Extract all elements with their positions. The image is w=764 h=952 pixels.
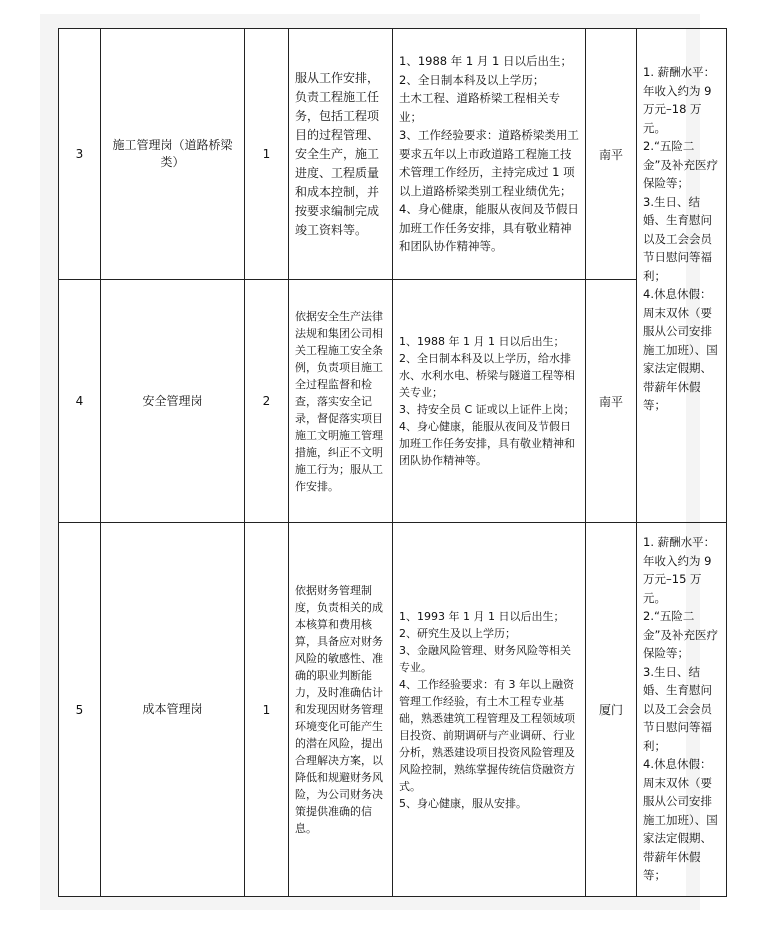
headcount: 2 [245, 280, 289, 523]
benefit-item: 4.休息休假：周末双休（要服从公司安排施工加班）、国家法定假期、带薪年休假等； [643, 757, 718, 882]
work-location: 厦门 [586, 523, 637, 897]
job-table [58, 28, 727, 897]
requirement-item: 土木工程、道路桥梁工程相关专业； [399, 91, 560, 124]
requirement-item: 4、工作经验要求：有 3 年以上融资管理工作经验，有土木工程专业基础，熟悉建筑工程管理及工程领域项目投资、前期调研与产业调研、行业分析，熟悉建设项目投资风险管理及风险控制，熟练掌握传统信贷融资方式。 [399, 677, 575, 793]
benefit-item: 1. 薪酬水平： [643, 535, 716, 549]
requirement-item: 3、工作经验要求：道路桥梁类用工要求五年以上市政道路工程施工技术管理工作经历，主持完成过 1 项以上道路桥梁类别工程业绩优先； [399, 128, 579, 198]
benefits-cell [637, 29, 727, 523]
benefit-item: 2.“五险二金”及补充医疗保险等； [643, 139, 718, 190]
headcount: 1 [245, 29, 289, 280]
benefit-item: 1. 薪酬水平： [643, 65, 716, 79]
benefit-item: 3.生日、结婚、生育慰问以及工会会员节日慰问等福利； [643, 664, 712, 753]
table-row [59, 523, 727, 897]
work-location: 南平 [586, 29, 637, 280]
requirement-item: 2、全日制本科及以上学历； [399, 72, 545, 87]
requirement-item: 4、身心健康，能服从夜间及节假日加班工作任务安排，具有敬业精神和团队协作精神等。 [399, 420, 575, 467]
requirement-item: 2、研究生及以上学历； [399, 626, 516, 640]
headcount: 1 [245, 523, 289, 897]
benefit-item: 年收入约为 9 万元–15 万元。 [643, 553, 712, 605]
requirement-item: 4、身心健康，能服从夜间及节假日加班工作任务安排，具有敬业精神和团队协作精神等。 [399, 202, 579, 254]
position-name: 成本管理岗 [101, 523, 245, 897]
document-sheet [58, 28, 718, 896]
work-location: 南平 [586, 280, 637, 523]
job-requirements [393, 523, 586, 897]
job-duties: 依据财务管理制度，负责相关的成本核算和费用核算，具备应对财务风险的敏感性、准确的职业判断能力，及时准确估计和发现因财务管理环境变化可能产生的潜在风险，提出合理解决方案，以降低和规避财务风险，为公司财务决策提供准确的信息。 [289, 523, 393, 897]
job-requirements [393, 280, 586, 523]
benefit-item: 3.生日、结婚、生育慰问以及工会会员节日慰问等福利； [643, 194, 712, 283]
requirement-item: 5、身心健康，服从安排。 [399, 796, 527, 810]
benefit-item: 2.“五险二金”及补充医疗保险等； [643, 609, 718, 660]
requirement-item: 3、持安全员 C 证或以上证件上岗； [399, 403, 575, 416]
job-duties: 依据安全生产法律法规和集团公司相关工程施工安全条例，负责项目施工全过程监督和检查，落实安全记录，督促落实项目施工文明施工管理措施，纠正不文明施工行为；服从工作安排。 [289, 280, 393, 523]
requirement-item: 3、金融风险管理、财务风险等相关专业。 [399, 643, 571, 674]
requirement-item: 1、1988 年 1 月 1 日以后出生； [399, 335, 565, 348]
position-name: 施工管理岗（道路桥梁类） [101, 29, 245, 280]
job-duties: 服从工作安排，负责工程施工任务，包括工程项目的过程管理、安全生产，施工进度、工程质量和成本控制，并按要求编制完成竣工资料等。 [289, 29, 393, 280]
row-index: 5 [59, 523, 101, 897]
benefit-item: 年收入约为 9 万元–18 万元。 [643, 83, 712, 135]
benefits-cell [637, 523, 727, 897]
benefit-item: 4.休息休假：周末双休（要服从公司安排施工加班）、国家法定假期、带薪年休假等； [643, 287, 718, 412]
job-requirements [393, 29, 586, 280]
requirement-item: 2、全日制本科及以上学历，给水排水、水利水电、桥梁与隧道工程等相关专业； [399, 352, 575, 399]
requirement-item: 1、1993 年 1 月 1 日以后出生； [399, 609, 565, 623]
requirement-item: 1、1988 年 1 月 1 日以后出生； [399, 54, 572, 69]
row-index: 4 [59, 280, 101, 523]
table-row [59, 29, 727, 280]
row-index: 3 [59, 29, 101, 280]
position-name: 安全管理岗 [101, 280, 245, 523]
table-row [59, 280, 727, 523]
